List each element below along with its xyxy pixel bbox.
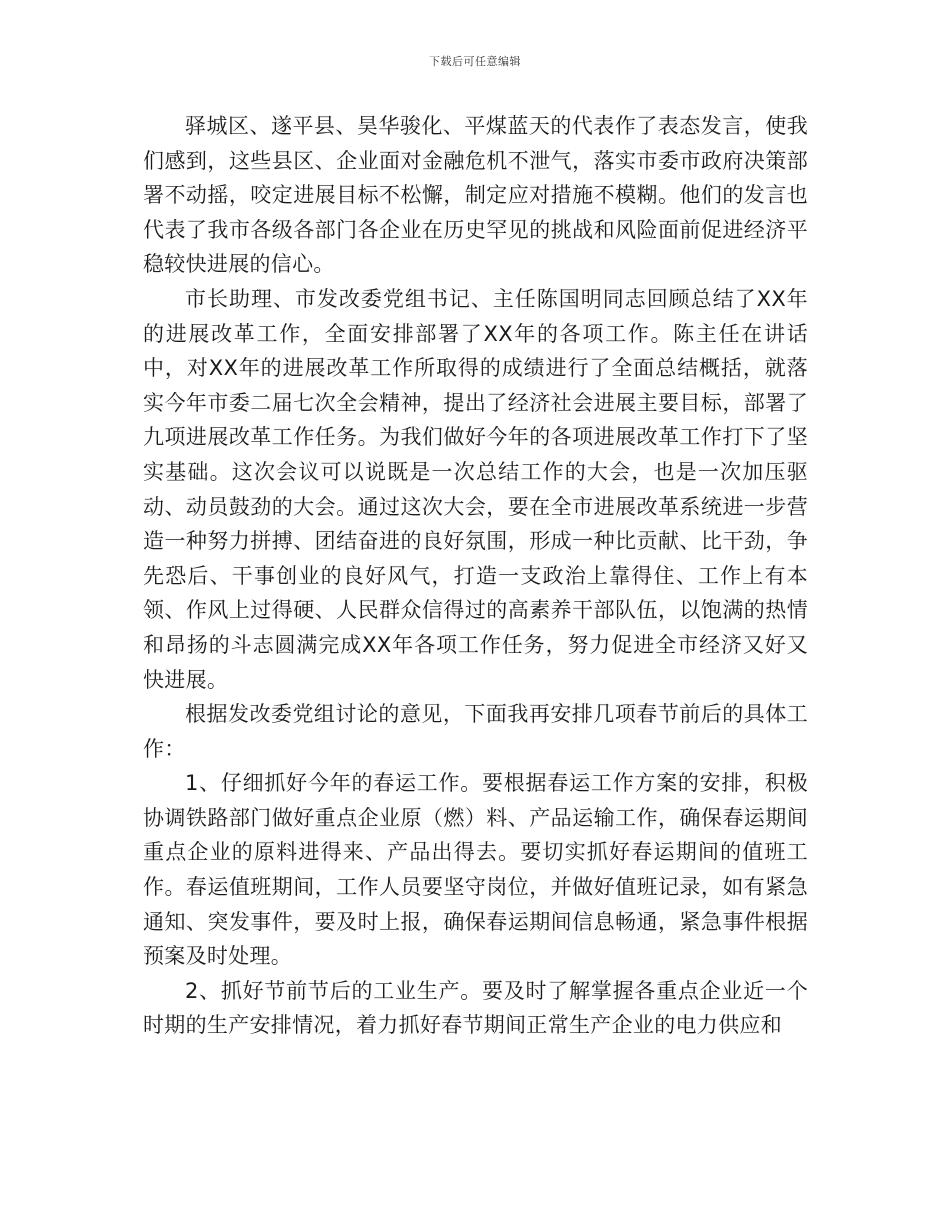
paragraph-5: 2、抓好节前节后的工业生产。要及时了解掌握各重点企业近一个时期的生产安排情况，着力抓好春节期间正常生产企业的电力供应和: [143, 978, 808, 1038]
page-header: 下载后可任意编辑: [429, 55, 521, 68]
document-body: [143, 109, 808, 1043]
paragraph-4: 1、仔细抓好今年的春运工作。要根据春运工作方案的安排，积极协调铁路部门做好重点企业原（燃）料、产品运输工作，确保春运期间重点企业的原料进得来、产品出得去。要切实抓好春运期间的值班工作。春运值班期间，工作人员要坚守岗位，并做好值班记录，如有紧急通知、突发事件，要及时上报，确保春运期间信息畅通，紧急事件根据预案及时处理。: [143, 771, 808, 969]
paragraph-2: 市长助理、市发改委党组书记、主任陈国明同志回顾总结了XX年的进展改革工作，全面安排部署了XX年的各项工作。陈主任在讲话中，对XX年的进展改革工作所取得的成绩进行了全面总结概括，就落实今年市委二届七次全会精神，提出了经济社会进展主要目标，部署了九项进展改革工作任务。为我们做好今年的各项进展改革工作打下了坚实基础。这次会议可以说既是一次总结工作的大会，也是一次加压驱动、动员鼓劲的大会。通过这次大会，要在全市进展改革系统进一步营造一种努力拼搏、团结奋进的良好氛围，形成一种比贡献、比干劲，争先恐后、干事创业的良好风气，打造一支政治上靠得住、工作上有本领、作风上过得硬、人民群众信得过的高素养干部队伍，以饱满的热情和昂扬的斗志圆满完成XX年各项工作任务，努力促进全市经济又好又快进展。: [143, 286, 808, 692]
paragraph-3: 根据发改委党组讨论的意见，下面我再安排几项春节前后的具体工作：: [143, 702, 808, 761]
paragraph-1: 驿城区、遂平县、昊华骏化、平煤蓝天的代表作了表态发言，使我们感到，这些县区、企业面对金融危机不泄气，落实市委市政府决策部署不动摇，咬定进展目标不松懈，制定应对措施不模糊。他们的发言也代表了我市各级各部门各企业在历史罕见的挑战和风险面前促进经济平稳较快进展的信心。: [143, 114, 808, 277]
